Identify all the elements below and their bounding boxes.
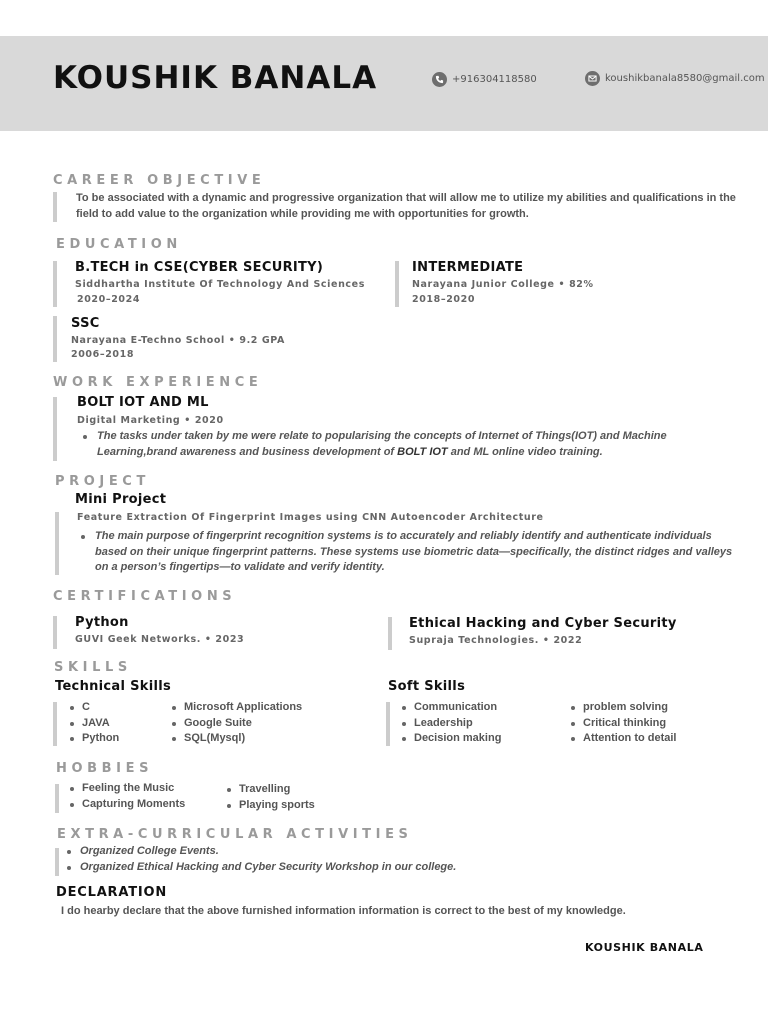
education-school: Narayana E-Techno School • 9.2 GPA [71,335,285,346]
project-title: Mini Project [75,492,167,507]
list-item: Critical thinking [583,716,677,732]
education-bar [395,261,399,307]
list-item: C [82,700,119,716]
mail-icon [585,71,600,86]
certification-title: Ethical Hacking and Cyber Security [409,616,677,631]
certification-bar [53,616,57,649]
soft-skills-bar [386,702,390,746]
work-bullets [83,429,733,460]
phone-icon [432,72,447,87]
hobbies-heading: HOBBIES [56,761,154,776]
work-title: BOLT IOT AND ML [77,395,209,410]
email-address: koushikbanala8580@gmail.com [605,73,765,84]
technical-skills-list [170,700,302,747]
soft-skills-title: Soft Skills [388,679,466,694]
education-title: B.TECH in CSE(CYBER SECURITY) [75,260,324,275]
bullet-icon [83,435,87,439]
list-item: Decision making [414,731,501,747]
technical-skills-bar [53,702,57,746]
education-heading: EDUCATION [56,237,182,252]
education-school: Siddhartha Institute Of Technology And Sciences [75,279,365,290]
certification-title: Python [75,615,129,630]
list-item: Google Suite [184,716,302,732]
list-item: problem solving [583,700,677,716]
education-title: SSC [71,316,100,331]
declaration-heading: DECLARATION [56,885,168,900]
project-heading: PROJECT [55,474,150,489]
education-school: Narayana Junior College • 82% [412,279,594,290]
certification-issuer: Supraja Technologies. • 2022 [409,635,583,646]
career-objective-heading: CAREER OBJECTIVE [53,173,266,188]
certifications-heading: CERTIFICATIONS [53,589,237,604]
technical-skills-title: Technical Skills [55,679,172,694]
list-item: Playing sports [239,798,315,814]
list-item: SQL(Mysql) [184,731,302,747]
education-bar [53,316,57,362]
certification-bar [388,617,392,650]
list-item: Python [82,731,119,747]
phone-contact [432,72,537,87]
project-subtitle: Feature Extraction Of Fingerprint Images using CNN Autoencoder Architecture [77,512,544,523]
email-contact [585,71,765,86]
career-objective-bar [53,192,57,222]
work-experience-bar [53,397,57,461]
bullet-icon [81,535,85,539]
education-title: INTERMEDIATE [412,260,524,275]
list-item: Organized College Events. [67,844,456,860]
list-item: The tasks under taken by me were relate to popularising the concepts of Internet of Things(IOT) and Machine Learning,brand awareness and business development of BOLT IOT and ML online video training. [83,429,733,460]
soft-skills-list [400,700,501,747]
technical-skills-list [68,700,119,747]
list-item: Attention to detail [583,731,677,747]
hobbies-list [225,782,315,813]
extra-curricular-bar [55,848,59,876]
signature-name: KOUSHIK BANALA [585,941,704,954]
skills-heading: SKILLS [54,660,132,675]
work-subtitle: Digital Marketing • 2020 [77,415,224,426]
list-item: Communication [414,700,501,716]
education-years: 2018–2020 [412,294,476,305]
project-bullets [81,529,733,576]
bullet-icon [67,866,71,870]
declaration-text: I do hearby declare that the above furnished information information is correct to the best of my knowledge. [61,905,626,917]
list-item: Capturing Moments [82,797,185,813]
certification-issuer: GUVI Geek Networks. • 2023 [75,634,245,645]
education-years: 2020–2024 [77,294,141,305]
hobbies-list [68,781,185,812]
bullet-icon [67,850,71,854]
list-item: Feeling the Music [82,781,185,797]
phone-number: +916304118580 [452,74,537,85]
list-item: Organized Ethical Hacking and Cyber Security Workshop in our college. [67,860,456,876]
work-experience-heading: WORK EXPERIENCE [53,375,263,390]
list-item: JAVA [82,716,119,732]
project-bar [55,512,59,575]
extra-curricular-heading: EXTRA-CURRICULAR ACTIVITIES [57,827,413,842]
soft-skills-list [569,700,677,747]
list-item: Microsoft Applications [184,700,302,716]
education-bar [53,261,57,307]
list-item: Travelling [239,782,315,798]
list-item: The main purpose of fingerprint recognition systems is to accurately and reliably identify and authenticate individuals based on their unique fingerprint patterns. These systems use biometric data—specifically, the distinct ridges and valleys on a person’s fingertips—to validate and verify identity. [81,529,733,576]
education-years: 2006–2018 [71,349,135,360]
candidate-name: KOUSHIK BANALA [53,60,378,96]
career-objective-text: To be associated with a dynamic and progressive organization that will allow me to utilize my abilities and qualifications in the field to add value to the organization while providing me with opportunities for growth. [76,192,736,220]
extra-curricular-list [67,844,456,875]
hobbies-bar [55,784,59,813]
list-item: Leadership [414,716,501,732]
